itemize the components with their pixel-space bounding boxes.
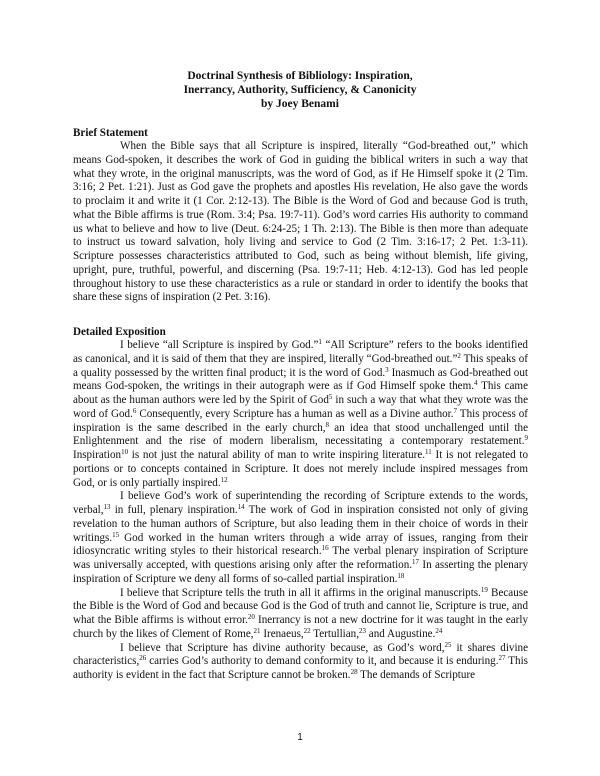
sentence: and Augustine.: [366, 627, 436, 640]
footnote-ref: 1: [318, 338, 322, 346]
footnote-ref: 28: [350, 668, 358, 676]
footnote-ref: 15: [112, 530, 120, 539]
footnote-ref: 9: [524, 434, 528, 443]
sentence: Inerrancy is not a new doctrine for it was taught in the early church by the likes of Clement of Rome,: [73, 614, 528, 640]
sentence: Inspiration: [73, 449, 122, 461]
sentence: is not just the natural ability of man to write inspiring literature.: [128, 449, 426, 461]
sentence: “All Scripture” refers to the books identified as canonical, and it is said of them that they are inspired, literally “God-breathed out.”: [73, 339, 528, 365]
detailed-exposition-section: [73, 325, 528, 683]
footnote-ref: 18: [397, 571, 405, 580]
footnote-ref: 8: [325, 420, 330, 429]
sentence: The demands of Scripture: [357, 669, 476, 681]
sentence: In asserting the plenary inspiration of Scripture we deny all forms of so-called partial inspiration.: [73, 559, 528, 585]
exposition-paragraph-verbal-plenary: [73, 490, 528, 586]
footnote-ref: 21: [253, 626, 261, 635]
sentence: I believe “all Scripture is inspired by God.”: [120, 339, 319, 351]
brief-statement-section: [73, 126, 528, 305]
sentence: The verbal plenary inspiration of Scripture was universally accepted, with questions arising only after the reformation.: [73, 545, 528, 571]
document-title: [70, 69, 530, 111]
sentence: This speaks of a quality possessed by the written final product; it is the word of God.: [73, 352, 528, 379]
sentence: Inasmuch as God-breathed out means God-spoken, the writings in their autograph were as if God Himself spoke them.: [73, 366, 528, 393]
sentence: The work of God in inspiration consisted not only of giving revelation to the human authors of Scripture, but also leading them in their choice of words in their writings.: [73, 504, 528, 544]
footnote-ref: 10: [121, 448, 129, 456]
footnote-ref: 5: [328, 393, 333, 401]
sentence: carries God’s authority to demand conformity to it, and because it is enduring.: [146, 655, 499, 668]
sentence: God worked in the human writers through a wide array of issues, ranging from their idiosyncratic writing styles to their historical research.: [73, 531, 528, 558]
sentence: an idea that stood unchallenged until the Enlightenment and the rise of modern liberalism, necessitating a contemporary restatement.: [73, 421, 529, 448]
footnote-ref: 12: [220, 475, 228, 484]
title-line-2: Inerrancy, Authority, Sufficiency, & Canonicity: [183, 84, 417, 96]
footnote-ref: 25: [444, 640, 452, 649]
sentence: in full, plenary inspiration.: [110, 504, 238, 516]
footnote-ref: 7: [453, 406, 458, 415]
footnote-ref: 11: [425, 448, 432, 456]
title-line-1: Doctrinal Synthesis of Bibliology: Inspiration,: [187, 70, 413, 82]
sentence: in such a way that what they wrote was the word of God.: [73, 394, 528, 420]
footnote-ref: 3: [385, 365, 389, 374]
footnote-ref: 23: [359, 626, 366, 635]
exposition-paragraph-inspiration: [73, 339, 528, 490]
sentence: it shares divine characteristics,: [73, 641, 529, 668]
sentence: It is not relegated to portions or to concepts contained in Scripture. It does not merely include inspired messages from God, or is only partially inspired.: [73, 449, 529, 489]
sentence: I believe God’s work of superintending the recording of Scripture extends to the words, verbal,: [73, 490, 528, 516]
footnote-ref: 2: [457, 351, 461, 360]
footnote-ref: 16: [321, 544, 329, 553]
author-line: by Joey Benami: [261, 98, 339, 110]
footnote-ref: 19: [480, 585, 488, 594]
footnote-ref: 20: [247, 613, 255, 621]
footnote-ref: 22: [303, 626, 311, 635]
sentence: Consequently, every Scripture has a human as well as a Divine author.: [136, 407, 454, 420]
footnote-ref: 27: [498, 654, 506, 663]
sentence: I believe that Scripture has divine authority because, as God’s word,: [120, 641, 445, 654]
page-number: 1: [297, 732, 303, 743]
footnote-ref: 17: [412, 558, 420, 566]
exposition-paragraph-authority: [73, 642, 528, 683]
detailed-exposition-heading: Detailed Exposition: [73, 326, 166, 338]
sentence: This process of inspiration is the same described in the early church,: [73, 407, 528, 434]
brief-statement-heading: Brief Statement: [73, 127, 148, 139]
footnote-ref: 24: [435, 626, 443, 635]
brief-statement-paragraph: When the Bible says that all Scripture is inspired, literally “God-breathed out,” which means God-spoken, it describes the work of God in guiding the biblical writers in such a way that what they wrote, in the original manuscripts, was the word of God, as if He Himself spoke it (2 Tim. 3:16; 2 Pet. 1:21). Just as God gave the prophets and apostles His revelation, He also gave the words to proclaim it and write it (1 Cor. 2:12-13). The Bible is the Word of God and because God is truth, what the Bible affirms is true (Rom. 3:4; Psa. 19:7-11). God’s word carries His authority to command us what to believe and how to live (Deut. 6:24-25; 1 Th. 2:13). The Bible is then more than adequate to instruct us toward salvation, holy living and service to God (2 Tim. 3:16-17; 2 Pet. 1:3-11). Scripture possesses characteristics attributed to God, such as being without blemish, life giving, upright, pure, truthful, powerful, and discerning (Psa. 19:7-11; Heb. 4:12-13). God has led people throughout history to use these characteristics as a rule or standard in order to identify the books that share these signs of inspiration (2 Pet. 3:16).: [73, 140, 528, 304]
footnote-ref: 13: [103, 503, 111, 511]
sentence: I believe that Scripture tells the truth in all it affirms in the original manuscripts.: [120, 586, 481, 599]
sentence: This authority is evident in the fact that Scripture cannot be broken.: [73, 655, 528, 681]
sentence: Because the Bible is the Word of God and because God is the God of truth and cannot lie, Scripture is true, and what the Bible affirms is without error.: [73, 586, 528, 626]
footnote-ref: 26: [139, 654, 147, 663]
sentence: Tertullian,: [310, 627, 359, 640]
footnote-ref: 14: [237, 503, 245, 511]
sentence: Irenaeus,: [260, 627, 304, 640]
footnote-ref: 6: [132, 406, 137, 415]
sentence: This came about as the human authors were led by the Spirit of God: [73, 380, 528, 406]
footnote-ref: 4: [474, 379, 478, 388]
exposition-paragraph-inerrancy: [73, 587, 528, 642]
